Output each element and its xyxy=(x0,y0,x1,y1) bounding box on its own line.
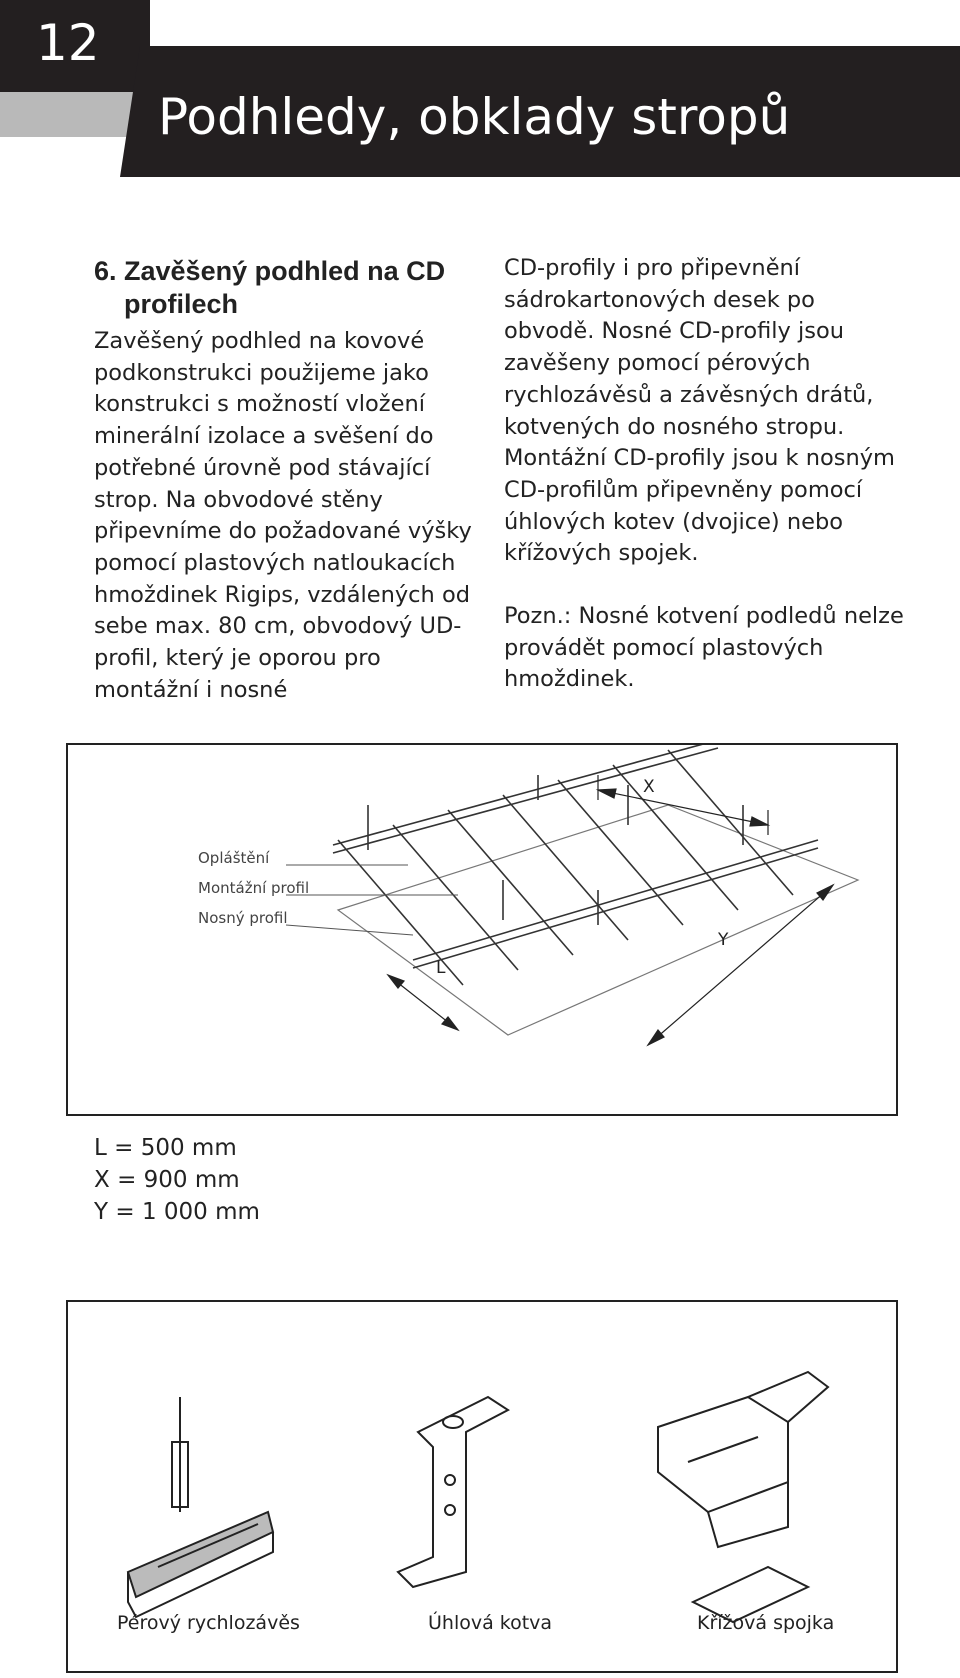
dimension-label-y: Y xyxy=(718,930,729,950)
caption-cross-connector: Křížová spojka xyxy=(697,1612,835,1634)
dimension-l: L = 500 mm xyxy=(94,1135,237,1161)
dimension-label-x: X xyxy=(643,777,655,797)
page-number: 12 xyxy=(36,14,100,72)
ceiling-grid xyxy=(333,745,858,1035)
body-text-right: CD-profily i pro připevnění sádrokartonových desek po obvodě. Nosné CD-profily jsou zavěšeny pomocí pérových rychlozávěsů a závěsných drátů, kotvených do nosného stropu. Montážní CD-profily jsou k nosným CD-profilům připevněny pomocí úhlových kotev (dvojice) nebo křížových spojek. xyxy=(504,255,895,567)
mounting-profile xyxy=(448,810,573,955)
label-bearing-profile: Nosný profil xyxy=(198,909,288,927)
note-text: Pozn.: Nosné kotvení podledů nelze provádět pomocí plastových hmoždinek. xyxy=(504,603,904,693)
mounting-profile xyxy=(558,780,683,925)
bearing-profile xyxy=(333,748,718,853)
body-text-right-column xyxy=(504,253,904,696)
dimension-y: Y = 1 000 mm xyxy=(94,1199,260,1225)
caption-angle-anchor: Úhlová kotva xyxy=(428,1612,553,1634)
bearing-profile xyxy=(413,840,818,960)
angle-anchor-icon xyxy=(398,1397,508,1587)
dimension-x: X = 900 mm xyxy=(94,1167,240,1193)
dimension-label-l: L xyxy=(436,958,446,978)
label-leaders xyxy=(286,865,458,935)
cross-connector-icon xyxy=(658,1372,828,1622)
ceiling-diagram-drawing xyxy=(68,745,896,1114)
mounting-profile xyxy=(393,825,518,970)
ceiling-diagram xyxy=(66,743,898,1116)
spring-hanger-icon xyxy=(128,1397,273,1617)
page-title: Podhledy, obklady stropů xyxy=(158,88,791,146)
section-heading: 6. Zavěšený podhled na CD profilech xyxy=(94,256,446,319)
bearing-profile xyxy=(333,745,718,845)
mounting-profile xyxy=(503,795,628,940)
body-text-left: Zavěšený podhled na kovové podkonstrukci použijeme jako konstrukci s možností vložení minerální izolace a svěšení do potřebné úrovně pod stávající strop. Na obvodové stěny připevníme do požadované výšky pomocí plastových natloukacích hmoždinek Rigips, vzdálených od sebe max. 80 cm, obvodový UD-profil, který je oporou pro montážní i nosné xyxy=(94,328,472,703)
mounting-profile xyxy=(613,765,738,910)
label-mounting-profile: Montážní profil xyxy=(198,879,310,897)
label-cladding: Opláštění xyxy=(198,849,270,867)
caption-spring-hanger: Pérový rychlozávěs xyxy=(117,1612,300,1634)
header-gray-block xyxy=(0,92,135,137)
